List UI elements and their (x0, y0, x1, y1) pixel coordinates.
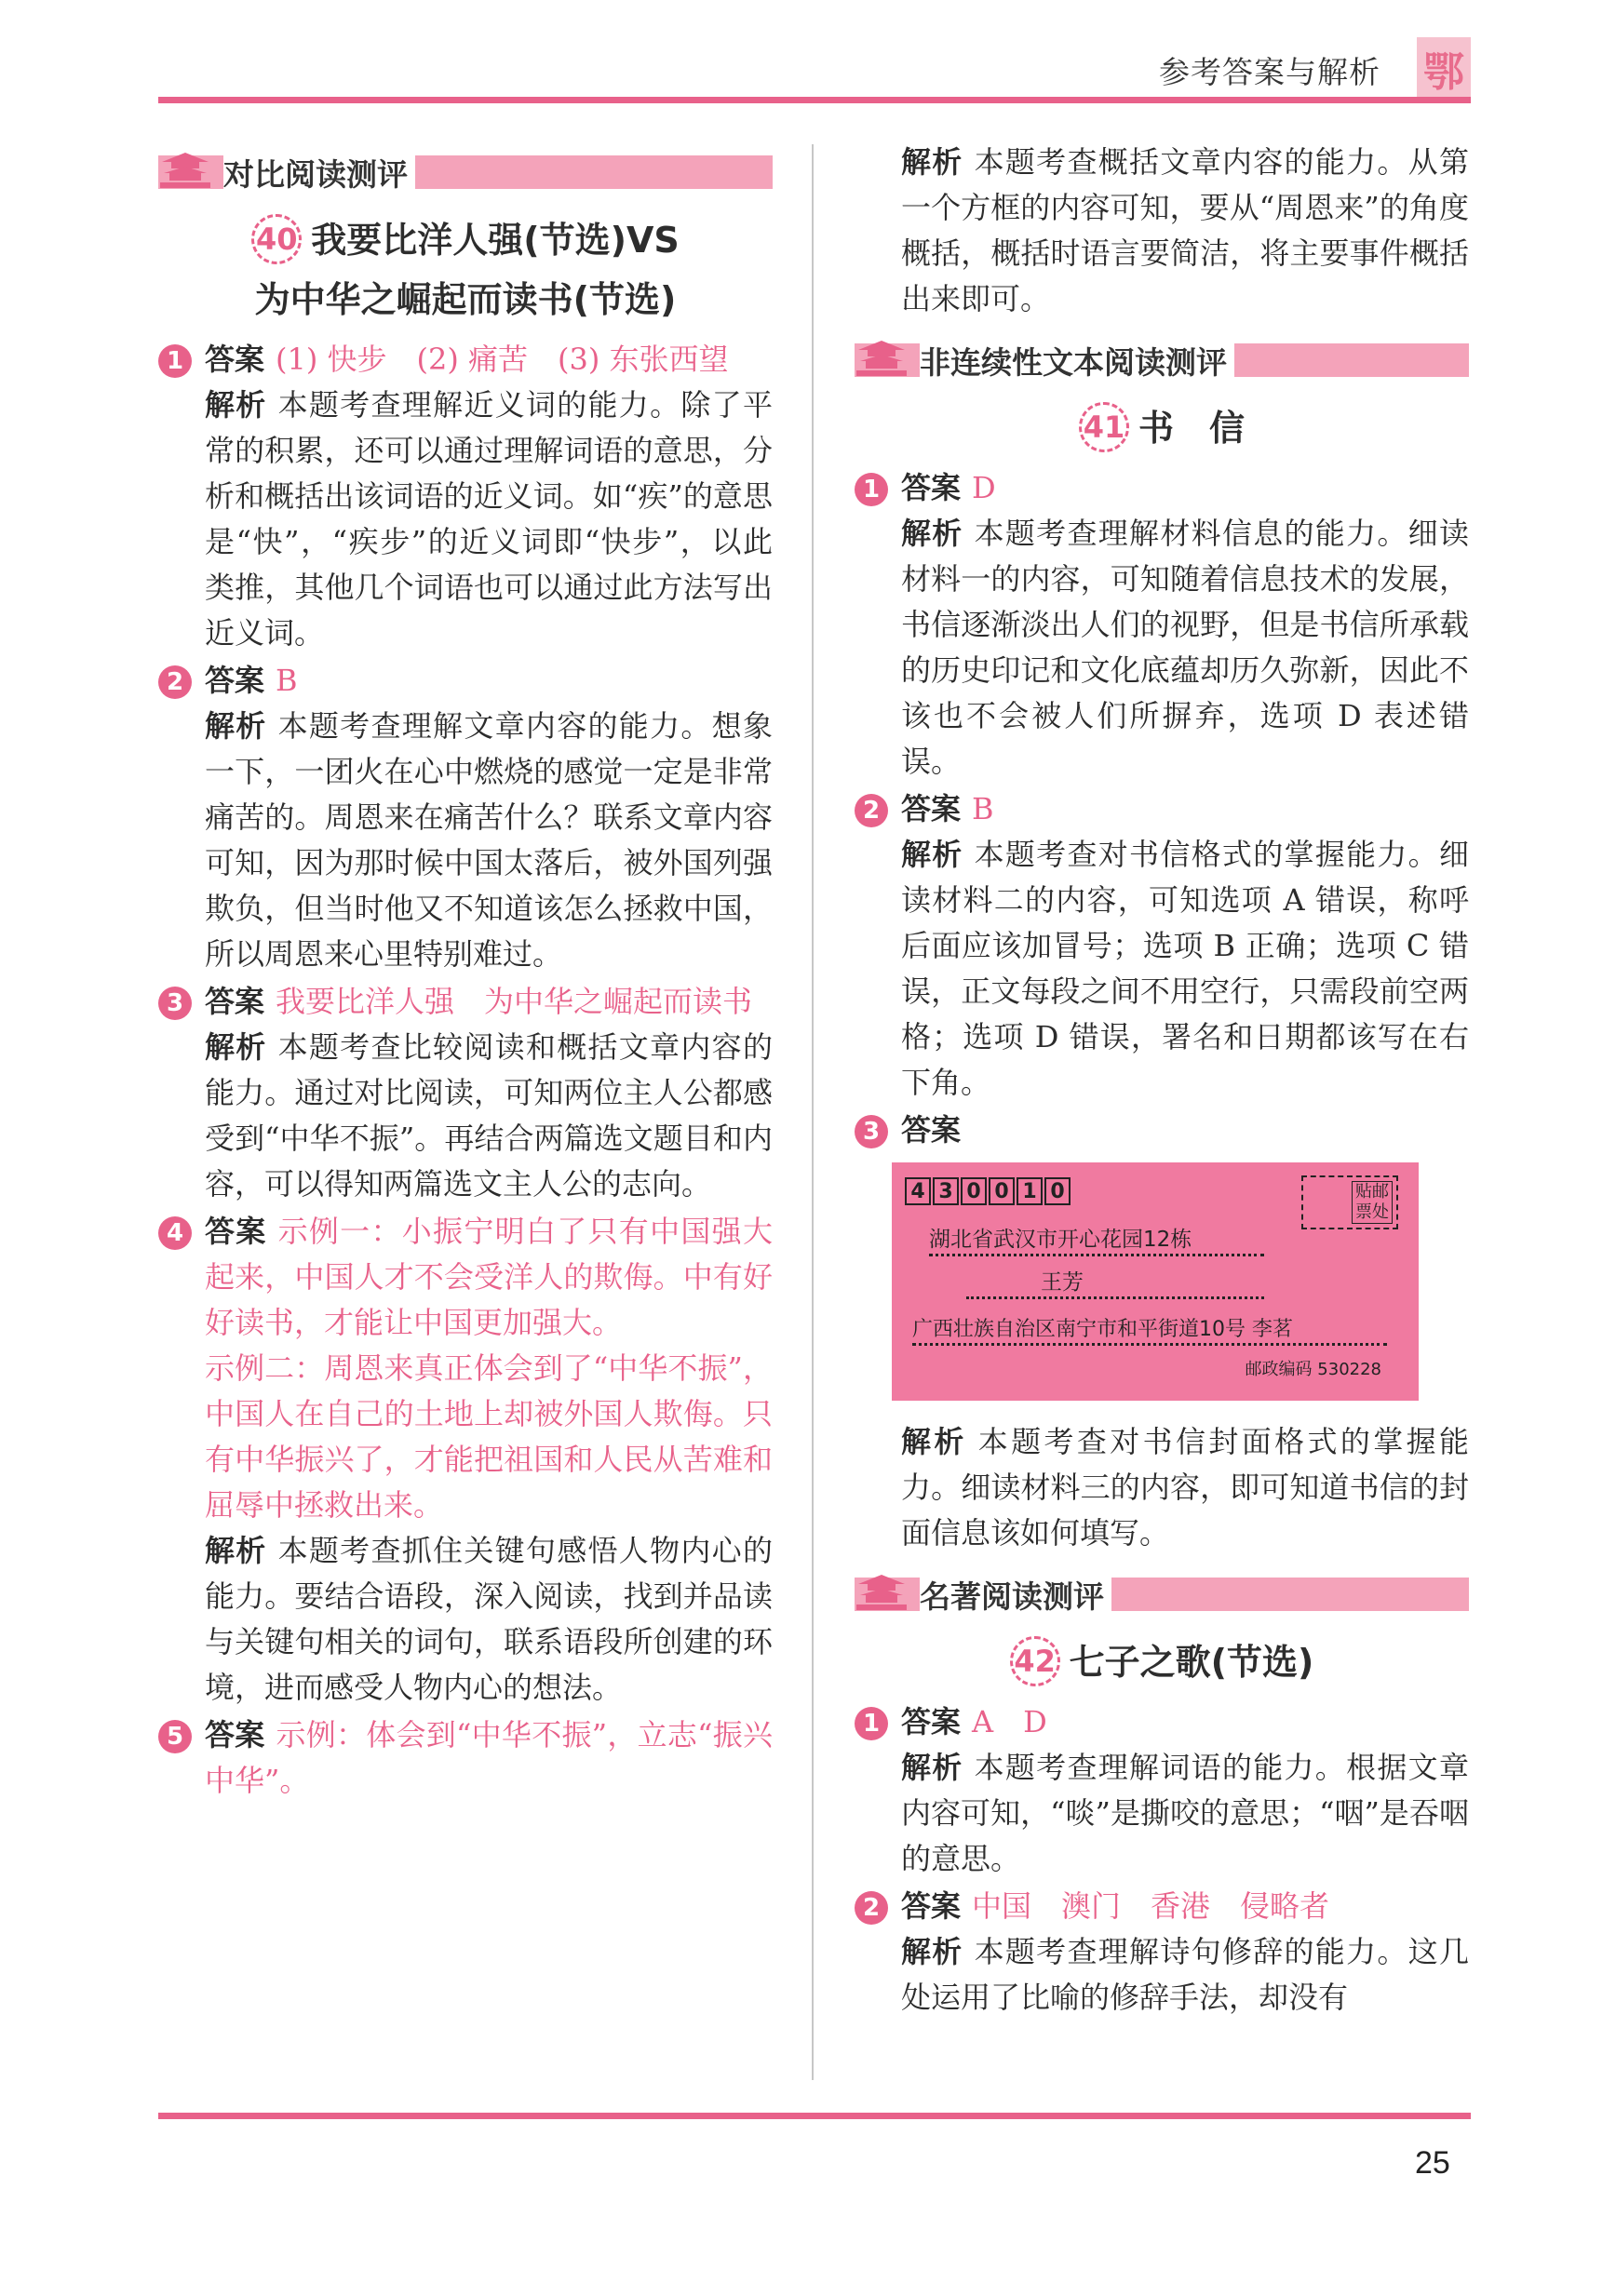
right-column (855, 140, 1469, 2022)
left-column (158, 140, 773, 1806)
article-title-text: 书 信 (1138, 408, 1245, 449)
envelope-sender: 广西壮族自治区南宁市和平街道10号 李茗 (912, 1318, 1293, 1341)
answer-text: 中国 澳门 香港 侵略者 (972, 1888, 1330, 1924)
article-title-line1: 我要比洋人强(节选)VS (311, 220, 680, 261)
envelope-recipient: 王芳 (1041, 1270, 1084, 1295)
answer-label: 答案 (901, 470, 962, 505)
answer-text: B (276, 663, 298, 698)
section-title: 非连续性文本阅读测评 (920, 339, 1234, 383)
analysis-text: 本题考查理解文章内容的能力。想象一下，一团火在心中燃烧的感觉一定是非常痛苦的。周恩来在痛苦什么？联系文章内容可知，因为那时候中国太落后，被外国列强欺负，但当时他又不知道该怎么拯救中国，所以周恩来心里特别难过。 (205, 708, 773, 972)
question-number: 3 (855, 1115, 888, 1148)
pagoda-icon (855, 1571, 909, 1612)
header-title: 参考答案与解析 (1159, 54, 1380, 90)
article-number: 41 (1079, 402, 1129, 452)
question-number: 4 (158, 1216, 192, 1250)
analysis-label: 解析 (901, 516, 963, 551)
answer-label: 答案 (901, 1112, 962, 1148)
section-title: 名著阅读测评 (920, 1573, 1111, 1617)
continued-analysis (855, 140, 1469, 322)
analysis-text: 本题考查概括文章内容的能力。从第一个方框的内容可知，要从“周恩来”的角度概括，概括时语言要简洁，将主要事件概括出来即可。 (901, 144, 1469, 316)
article-number: 40 (251, 214, 302, 264)
section-header (158, 147, 773, 194)
question-item (158, 337, 773, 656)
question-number: 2 (855, 794, 888, 827)
analysis-label: 解析 (901, 144, 963, 180)
article-title-text: 七子之歌(节选) (1069, 1642, 1314, 1683)
analysis-text: 本题考查对书信格式的掌握能力。细读材料二的内容，可知选项 A 错误，称呼后面应该加冒号；选项 B 正确；选项 C 错误，正文每段之间不用空行，只需段前空两格；选项 D 错误，署名和日期都该写在右下角。 (901, 837, 1469, 1100)
answer-label: 答案 (205, 663, 265, 698)
question-item (158, 1209, 773, 1711)
envelope-dotted-line (966, 1296, 1264, 1299)
analysis-text: 本题考查抓住关键句感悟人物内心的能力。要结合语段，深入阅读，找到并品读与关键句相关的词句，联系语段所创建的环境，进而感受人物内心的想法。 (205, 1533, 773, 1705)
question-item (158, 979, 773, 1207)
envelope-image (892, 1162, 1419, 1401)
analysis-label: 解析 (205, 708, 267, 744)
column-divider (812, 144, 814, 2080)
article-title (855, 398, 1469, 458)
footer-rule (158, 2113, 1471, 2119)
article-number: 42 (1010, 1636, 1060, 1686)
question-number: 1 (855, 1707, 888, 1740)
section-title: 对比阅读测评 (223, 151, 415, 195)
question-item (855, 1884, 1469, 2021)
analysis-label: 解析 (901, 1934, 963, 1969)
stamp-label: 贴邮票处 (1352, 1181, 1393, 1224)
answer-label: 答案 (901, 1888, 962, 1924)
zip-digit: 0 (961, 1177, 987, 1205)
analysis-text: 本题考查理解词语的能力。根据文章内容可知，“啖”是撕咬的意思；“咽”是吞咽的意思。 (901, 1750, 1469, 1876)
analysis-block (855, 1419, 1469, 1556)
answer-label: 答案 (205, 984, 265, 1019)
answer-text: B (972, 791, 994, 826)
page-number: 25 (1415, 2145, 1450, 2181)
answer-text: 示例：体会到“中华不振”，立志“振兴中华”。 (205, 1717, 773, 1798)
answer-text: 示例一：小振宁明白了只有中国强大起来，中国人才不会受洋人的欺侮。中有好好读书，才能让中国更加强大。 (205, 1214, 773, 1340)
question-number: 3 (158, 987, 192, 1020)
analysis-text: 本题考查理解近义词的能力。除了平常的积累，还可以通过理解词语的意思，分析和概括出该词语的近义词。如“疾”的意思是“快”，“疾步”的近义词即“快步”，以此类推，其他几个词语也可以通过此方法写出近义词。 (205, 387, 773, 651)
answer-label: 答案 (901, 1704, 962, 1739)
answer-label: 答案 (205, 342, 265, 377)
analysis-label: 解析 (901, 837, 963, 872)
pagoda-icon (855, 337, 909, 378)
zip-digit: 1 (1017, 1177, 1043, 1205)
question-item (855, 465, 1469, 785)
zip-digit: 4 (905, 1177, 931, 1205)
header-rule (158, 97, 1471, 103)
answer-text: 我要比洋人强 为中华之崛起而读书 (276, 984, 753, 1019)
analysis-text: 本题考查理解诗句修辞的能力。这几处运用了比喻的修辞手法，却没有 (901, 1934, 1469, 2015)
article-title (855, 1632, 1469, 1692)
pagoda-icon (158, 149, 212, 190)
question-item (855, 786, 1469, 1106)
answer-example-2: 示例二：周恩来真正体会到了“中华不振”，中国人在自己的土地上却被外国人欺侮。只有中华振兴了，才能把祖国和人民从苦难和屈辱中拯救出来。 (205, 1350, 773, 1523)
analysis-text: 本题考查对书信封面格式的掌握能力。细读材料三的内容，即可知道书信的封面信息该如何填写。 (901, 1424, 1469, 1551)
article-title-line2: 为中华之崛起而读书(节选) (254, 279, 677, 320)
analysis-text: 本题考查比较阅读和概括文章内容的能力。通过对比阅读，可知两位主人公都感受到“中华不振”。再结合两篇选文题目和内容，可以得知两篇选文主人公的志向。 (205, 1029, 773, 1202)
zip-digit: 3 (933, 1177, 959, 1205)
answer-label: 答案 (205, 1214, 267, 1249)
answer-text: D (972, 470, 996, 505)
envelope-dotted-line (929, 1254, 1264, 1256)
analysis-label: 解析 (901, 1750, 963, 1785)
header-badge: 鄂 (1417, 37, 1471, 99)
zip-digit: 0 (989, 1177, 1015, 1205)
question-number: 2 (855, 1891, 888, 1925)
zip-digit: 0 (1044, 1177, 1071, 1205)
answer-text: (1) 快步 (2) 痛苦 (3) 东张西望 (276, 342, 729, 377)
answer-label: 答案 (901, 791, 962, 826)
question-number: 1 (158, 344, 192, 378)
answer-text: A D (972, 1704, 1047, 1739)
envelope-postal-code: 邮政编码 530228 (1245, 1360, 1381, 1379)
analysis-text: 本题考查理解材料信息的能力。细读材料一的内容，可知随着信息技术的发展，书信逐渐淡出人们的视野，但是书信所承载的历史印记和文化底蕴却历久弥新，因此不该也不会被人们所摒弃，选项 D 表述错误。 (901, 516, 1469, 779)
analysis-label: 解析 (205, 1533, 267, 1568)
question-number: 5 (158, 1720, 192, 1753)
stamp-box (1301, 1175, 1398, 1229)
analysis-label: 解析 (205, 387, 267, 423)
question-number: 1 (855, 473, 888, 506)
envelope-dotted-line (912, 1343, 1387, 1346)
question-item (158, 1712, 773, 1804)
question-item (158, 658, 773, 977)
article-title (158, 210, 773, 329)
question-item (855, 1108, 1469, 1153)
section-header (855, 335, 1469, 382)
zip-code-boxes (905, 1177, 1071, 1205)
envelope-address: 湖北省武汉市开心花园12栋 (929, 1228, 1192, 1252)
analysis-label: 解析 (205, 1029, 267, 1065)
answer-label: 答案 (205, 1717, 265, 1752)
analysis-label: 解析 (901, 1424, 967, 1459)
question-item (855, 1699, 1469, 1882)
question-number: 2 (158, 665, 192, 699)
section-header (855, 1569, 1469, 1616)
